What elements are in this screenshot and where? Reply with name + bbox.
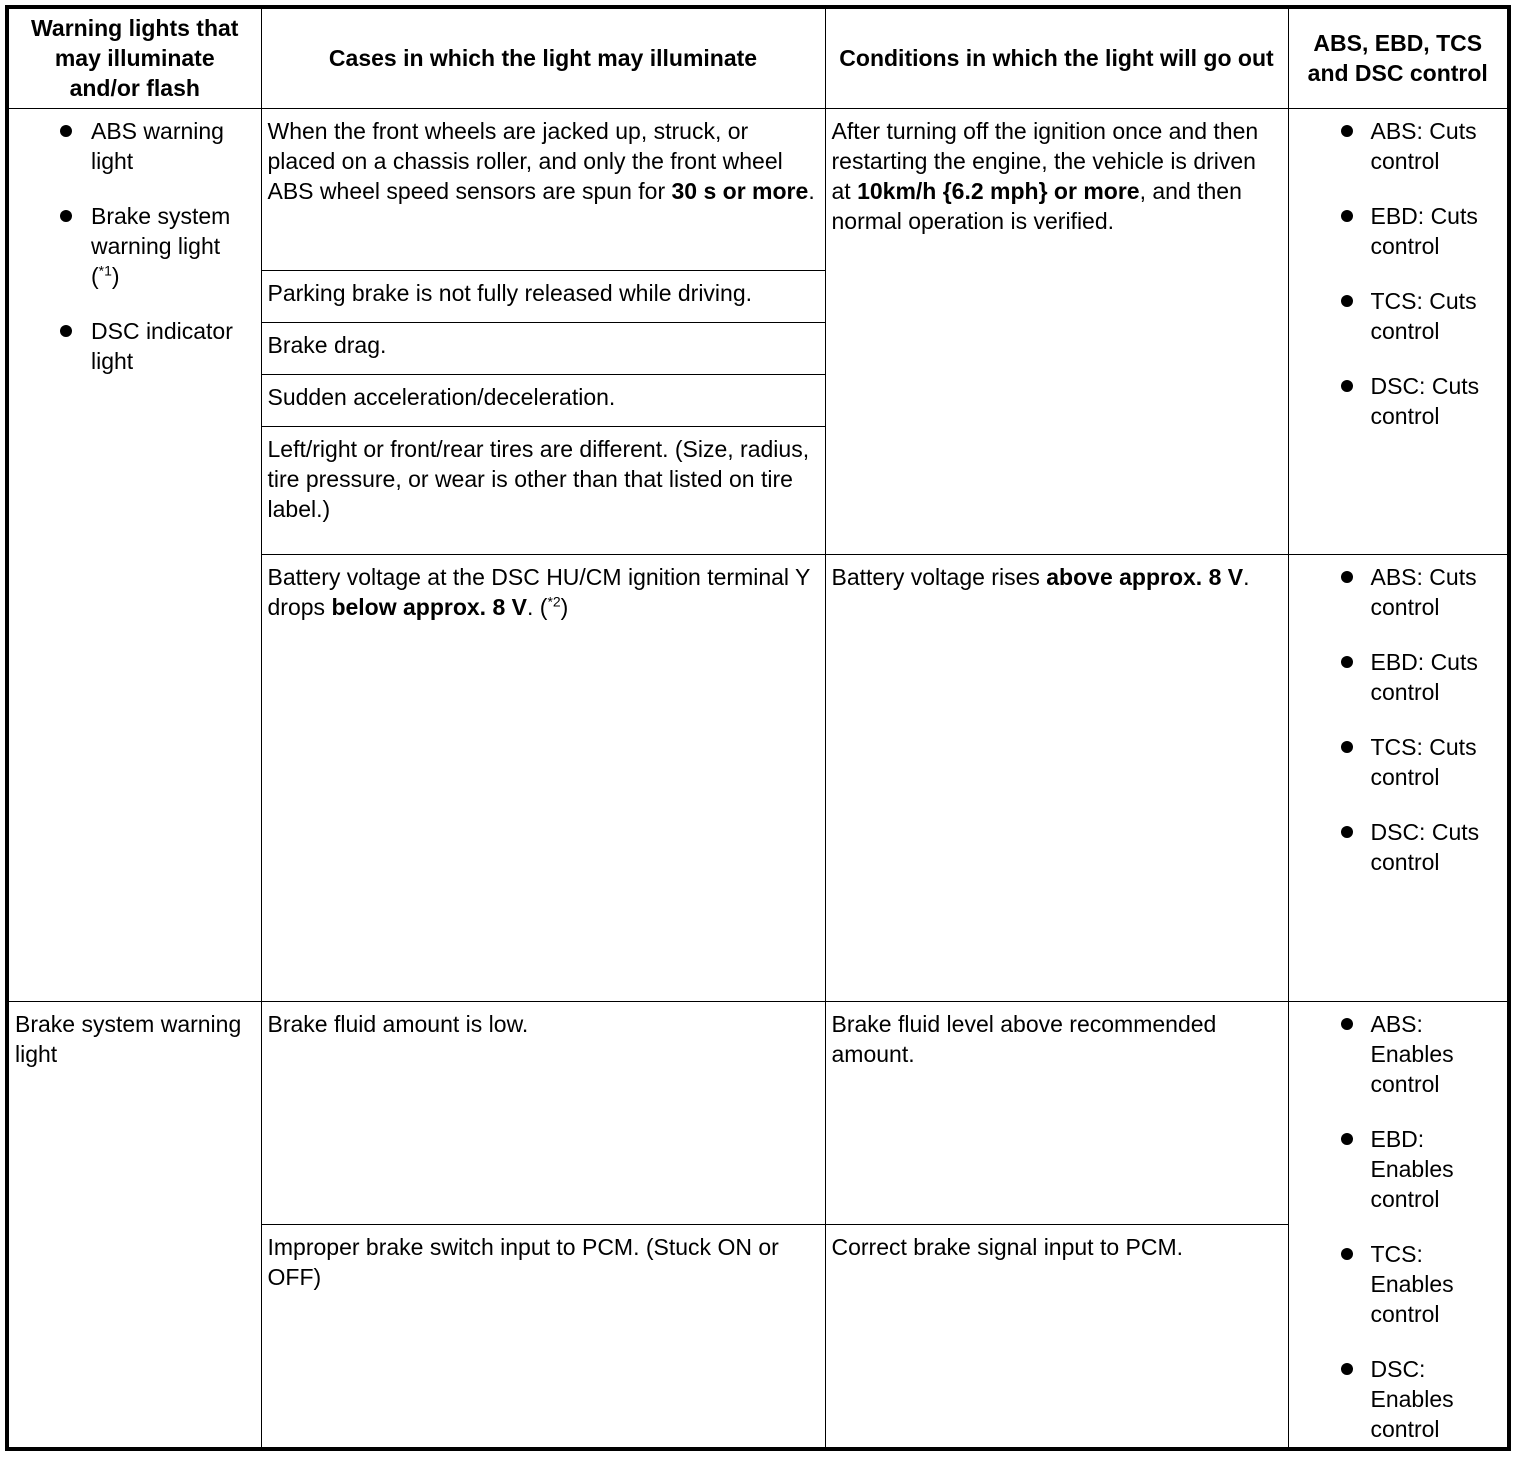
condition-cell: Correct brake signal input to PCM. xyxy=(825,1225,1288,1449)
control-cell xyxy=(1288,1002,1509,1449)
list-item: TCS: Cuts control xyxy=(1295,732,1502,792)
control-cell xyxy=(1288,554,1509,1001)
bullet-icon xyxy=(1341,210,1353,222)
bullet-icon xyxy=(1341,741,1353,753)
condition-cell: Battery voltage rises above approx. 8 V. xyxy=(825,554,1288,1001)
header-conditions: Conditions in which the light will go out xyxy=(825,7,1288,108)
control-list xyxy=(1295,1009,1502,1444)
warning-light-dsc: DSC indicator light xyxy=(91,317,233,374)
table-row xyxy=(7,108,1509,270)
case-cell: Improper brake switch input to PCM. (Stuck ON or OFF) xyxy=(261,1225,825,1449)
header-control: ABS, EBD, TCS and DSC control xyxy=(1288,7,1509,108)
closing-paren: ) xyxy=(111,262,120,289)
condition-cell: After turning off the ignition once and then restarting the engine, the vehicle is driven at 10km/h {6.2 mph} or more, and then normal operation is verified. xyxy=(825,108,1288,554)
bullet-icon xyxy=(1341,125,1353,137)
list-item: ABS: Cuts control xyxy=(1295,116,1502,176)
warning-lights-cell xyxy=(7,1002,261,1449)
case-cell: Parking brake is not fully released while driving. xyxy=(261,270,825,322)
condition-cell: Brake fluid level above recommended amount. xyxy=(825,1002,1288,1225)
header-row xyxy=(7,7,1509,108)
bullet-icon xyxy=(1341,380,1353,392)
list-item xyxy=(15,201,255,291)
control-cell xyxy=(1288,108,1509,554)
list-item: DSC: Cuts control xyxy=(1295,371,1502,431)
case-cell: Brake fluid amount is low. xyxy=(261,1002,825,1225)
list-item: ABS: Enables control xyxy=(1295,1009,1502,1099)
bullet-icon xyxy=(1341,1018,1353,1030)
list-item: EBD: Cuts control xyxy=(1295,201,1502,261)
list-item xyxy=(15,116,255,176)
list-item: EBD: Enables control xyxy=(1295,1124,1502,1214)
list-item: DSC: Cuts control xyxy=(1295,817,1502,877)
bullet-icon xyxy=(1341,1248,1353,1260)
bullet-icon xyxy=(1341,1133,1353,1145)
warning-light-abs: ABS warning light xyxy=(91,117,224,174)
list-item: TCS: Enables control xyxy=(1295,1239,1502,1329)
bullet-icon xyxy=(1341,295,1353,307)
case-cell: Sudden acceleration/deceleration. xyxy=(261,374,825,426)
table-row xyxy=(7,1002,1509,1225)
bullet-icon xyxy=(1341,656,1353,668)
bullet-icon xyxy=(60,325,72,337)
list-item: EBD: Cuts control xyxy=(1295,647,1502,707)
case-cell: Battery voltage at the DSC HU/CM ignition terminal Y drops below approx. 8 V. ($^{*2}$) xyxy=(261,554,825,1001)
footnote-ref: *2 xyxy=(547,593,561,610)
footnote-ref: *1 xyxy=(98,261,112,278)
list-item: ABS: Cuts control xyxy=(1295,562,1502,622)
list-item: TCS: Cuts control xyxy=(1295,286,1502,346)
bullet-icon xyxy=(1341,571,1353,583)
bullet-icon xyxy=(60,125,72,137)
control-list xyxy=(1295,116,1502,431)
case-cell: Left/right or front/rear tires are different. (Size, radius, tire pressure, or wear is other than that listed on tire label.) xyxy=(261,426,825,554)
control-list xyxy=(1295,562,1502,877)
warning-light-list xyxy=(15,116,255,376)
warning-light-brake-system-2: Brake system warning light xyxy=(15,1011,242,1068)
case-cell: Brake drag. xyxy=(261,322,825,374)
bullet-icon xyxy=(1341,1363,1353,1375)
header-cases: Cases in which the light may illuminate xyxy=(261,7,825,108)
warning-light-table xyxy=(5,5,1511,1451)
case-cell: When the front wheels are jacked up, struck, or placed on a chassis roller, and only the front wheel ABS wheel speed sensors are spun for 30 s or more. xyxy=(261,108,825,270)
bullet-icon xyxy=(1341,826,1353,838)
list-item: DSC: Enables control xyxy=(1295,1354,1502,1444)
warning-light-brake-system: Brake system warning light ( xyxy=(91,202,231,289)
list-item xyxy=(15,316,255,376)
bullet-icon xyxy=(60,210,72,222)
warning-lights-cell xyxy=(7,108,261,1002)
header-warning-lights: Warning lights that may illuminate and/or flash xyxy=(7,7,261,108)
